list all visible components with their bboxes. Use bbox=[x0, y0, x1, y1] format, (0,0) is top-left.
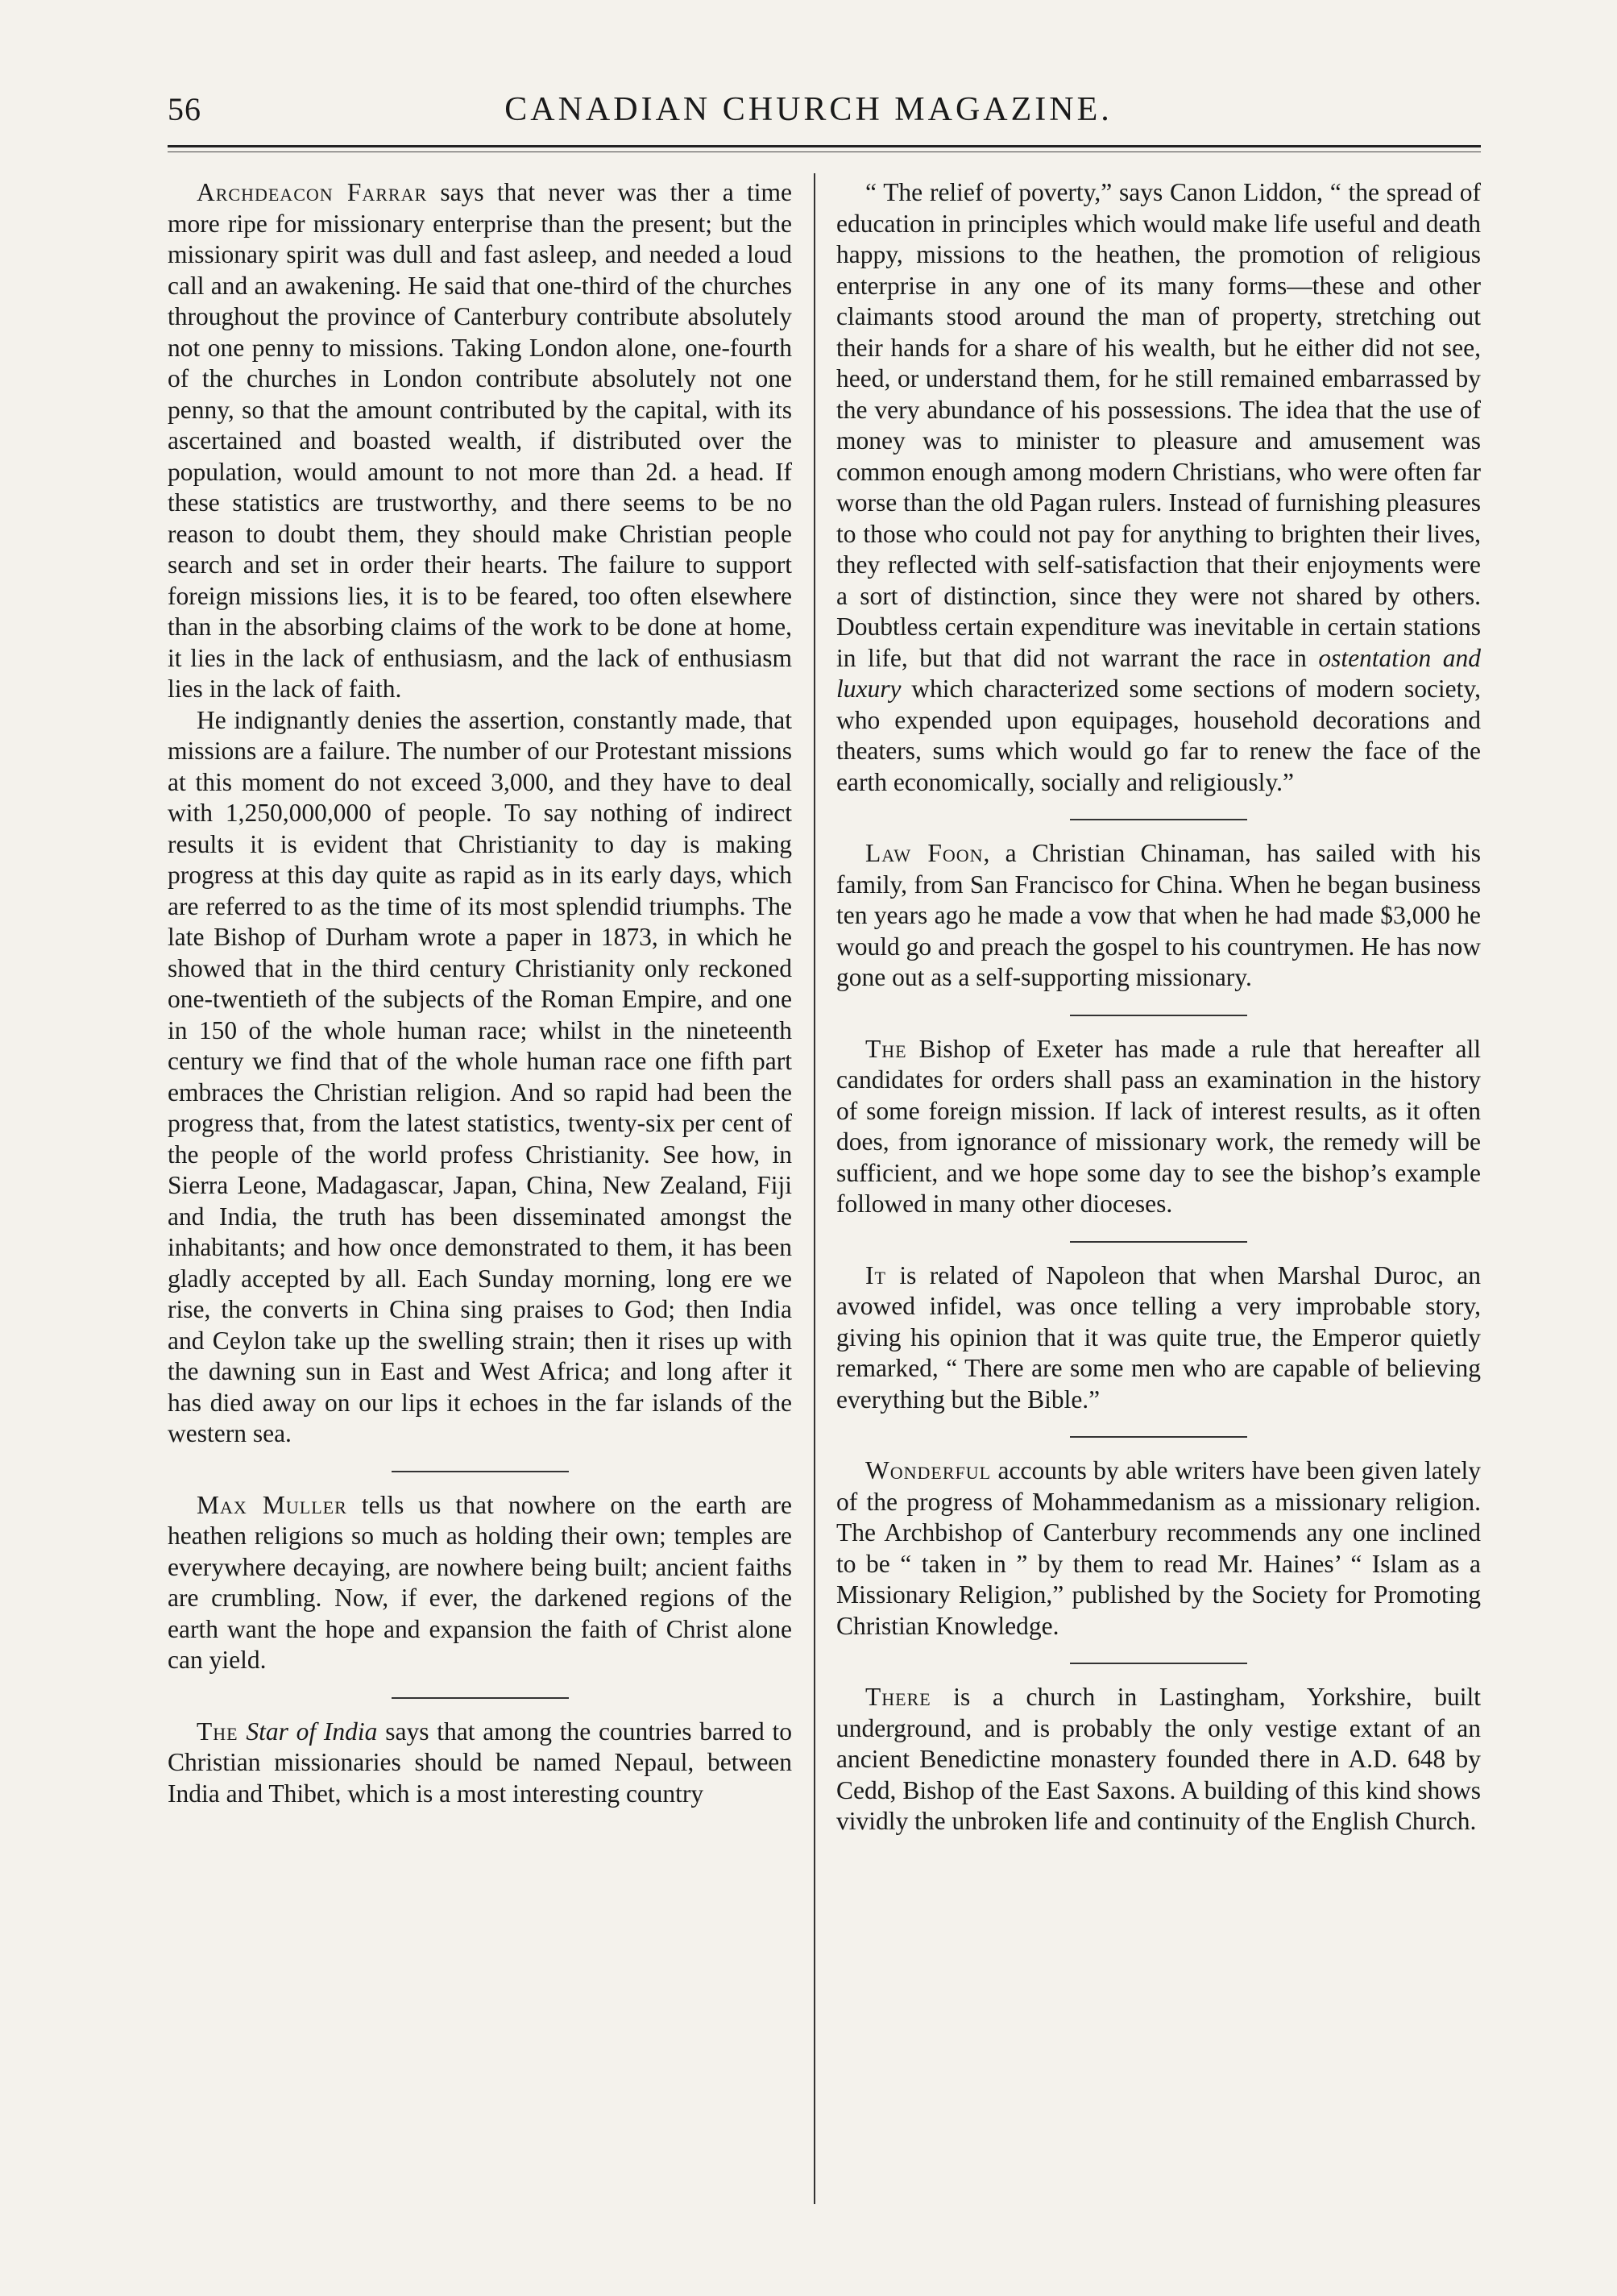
article-separator bbox=[1070, 819, 1247, 820]
article-mohammedanism-text: accounts by able writers have been given lately of the progress of Mohammedanism as a missionary religion. The Archbishop of Canterbury recommends any one inclined to be “ taken in ” by them to read Mr. Haines’ “ Islam as a Missionary Religion,” published by the Society for Promoting Christian Knowledge. bbox=[836, 1456, 1481, 1640]
article-law-foon-text: , a Christian Chinaman, has sailed with his family, from San Francisco for China. When he began business ten years ago he made a vow that when he had made $3,000 he would go and preach the gospel to his countrymen. He has now gone out as a self-supporting missionary. bbox=[836, 839, 1481, 991]
article-liddon-text-1: “ The relief of poverty,” says Canon Liddon, “ the spread of education in principles which would make life useful and death happy, missions to the heathen, the promotion of religious enterprise in any one of its many forms—these and other claimants stood around the man of property, stretching out their hands for a share of his wealth, but he either did not see, heed, or understand them, for he still remained embarrassed by the very abundance of his possessions. The idea that the use of money was to minister to pleasure and amusement was common enough among modern Christians, who were often far worse than the old Pagan rulers. Instead of furnishing pleasures to those who could not pay for anything to brighten their lives, they reflected with self-satisfaction that their enjoyments were a sort of distinction, since they were not shared by others. Doubtless certain expenditure was inevitable in certain stations in life, but that did not warrant the race in bbox=[836, 178, 1481, 672]
article-exeter-lead: The bbox=[865, 1034, 907, 1063]
article-liddon bbox=[836, 177, 1481, 798]
article-napoleon-text: is related of Napoleon that when Marshal Duroc, an avowed infidel, was once telling a very improbable story, giving his opinion that it was quite true, the Emperor quietly remarked, “ There are some men who are capable of believing everything but the Bible.” bbox=[836, 1260, 1481, 1414]
article-law-foon-lead: Law Foon bbox=[865, 839, 984, 867]
article-max-muller bbox=[168, 1490, 792, 1676]
article-mohammedanism bbox=[836, 1455, 1481, 1642]
article-separator bbox=[1070, 1436, 1247, 1438]
article-star-of-india bbox=[168, 1717, 792, 1810]
article-liddon-text-2: which characterized some sections of modern society, who expended upon equipages, household decorations and theaters, sums which would go far to renew the face of the earth economically, socially and religiously.” bbox=[836, 675, 1481, 796]
article-liddon-emphasis: ostentation and luxury bbox=[836, 643, 1481, 703]
article-farrar-text: says that never was ther a time more ripe for missionary enterprise than the present; but the missionary spirit was dull and fast asleep, and needed a loud call and an awakening. He said that one-third of the churches throughout the province of Canterbury contribute absolutely not one penny to missions. Taking London alone, one-fourth of the churches in London contribute absolutely not one penny, so that the amount contributed by the capital, with its ascertained and boasted wealth, if distributed over the population, would amount to not more than 2d. a head. If these statistics are trustworthy, and there seems to be no reason to doubt them, they should make Christian people search and set in order their hearts. The failure to support foreign missions lies, it is to be feared, too often elsewhere than in the absorbing claims of the work to be done at home, it lies in the lack of enthusiasm, and the lack of enthusiasm lies in the lack of faith. bbox=[168, 178, 792, 703]
article-separator bbox=[392, 1471, 569, 1472]
header-rule bbox=[168, 145, 1481, 147]
running-head-title: CANADIAN CHURCH MAGAZINE. bbox=[504, 91, 1113, 128]
article-separator bbox=[392, 1697, 569, 1699]
column-divider bbox=[814, 173, 815, 2204]
article-star-text: says that among the countries barred to Christian missionaries should be named Nepaul, between India and Thibet, which is a most interesting country bbox=[168, 1717, 793, 1808]
article-napoleon bbox=[836, 1260, 1481, 1416]
article-lastingham-lead: There bbox=[865, 1683, 931, 1711]
article-law-foon bbox=[836, 838, 1481, 994]
right-column bbox=[836, 177, 1481, 1837]
article-separator bbox=[1070, 1015, 1247, 1016]
article-farrar-lead: Archdeacon Farrar bbox=[197, 178, 428, 206]
article-lastingham-text: is a church in Lastingham, Yorkshire, built underground, and is probably the only vestige extant of an ancient Benedictine monastery founded there in A.D. 648 by Cedd, Bishop of the East Saxons. A building of this kind shows vividly the unbroken life and continuity of the English Church. bbox=[836, 1683, 1481, 1835]
article-separator bbox=[1070, 1241, 1247, 1243]
article-farrar-continued: He indignantly denies the assertion, constantly made, that missions are a failure. The number of our Protestant missions at this moment do not exceed 3,000, and they have to deal with 1,250,000,000 of people. To say nothing of indirect results it is evident that Christianity to day is making progress at this day quite as rapid as in its early days, which are referred to as the time of its most splendid triumphs. The late Bishop of Durham wrote a paper in 1873, in which he showed that in the third century Christianity only reckoned one-twentieth of the subjects of the Roman Empire, and one in 150 of the whole human race; whilst in the nineteenth century we find that of the whole human race one fifth part embraces the Christian religion. And so rapid had been the progress that, from the latest statistics, twenty-six per cent of the people of the world profess Christianity. See how, in Sierra Leone, Madagascar, Japan, China, New Zealand, Fiji and India, the truth has been disseminated amongst the inhabitants; and how once demonstrated to them, it has been gladly accepted by all. Each Sunday morning, long ere we rise, the converts in China sing praises to God; then India and Ceylon take up the swelling strain; then it rises up with the dawning sun in East and West Africa; and long after it has died away on our lips it echoes in the far islands of the western sea. bbox=[168, 705, 792, 1447]
article-lastingham bbox=[836, 1682, 1481, 1837]
article-star-lead: The bbox=[197, 1717, 238, 1746]
article-star-title: Star of India bbox=[246, 1717, 378, 1746]
article-napoleon-lead: It bbox=[865, 1260, 886, 1289]
article-mohammedanism-lead: Wonderful bbox=[865, 1456, 992, 1484]
article-separator bbox=[1070, 1663, 1247, 1664]
article-farrar bbox=[168, 177, 792, 705]
article-exeter bbox=[836, 1034, 1481, 1220]
article-max-muller-lead: Max Muller bbox=[197, 1490, 347, 1519]
article-exeter-text: Bishop of Exeter has made a rule that hereafter all candidates for orders shall pass an examination in the history of some foreign mission. If lack of interest results, as it often does, from ignorance of missionary work, the remedy will be sufficient, and we hope some day to see the bishop’s example followed in many other dioceses. bbox=[836, 1034, 1481, 1218]
left-column bbox=[168, 177, 792, 1809]
page-number: 56 bbox=[168, 91, 201, 127]
article-max-muller-text: tells us that nowhere on the earth are heathen religions so much as holding their own; temples are everywhere decaying, are nowhere being built; ancient faiths are crumbling. Now, if ever, the darkened regions of the earth want the hope and expansion the faith of Christ alone can yield. bbox=[168, 1490, 793, 1674]
